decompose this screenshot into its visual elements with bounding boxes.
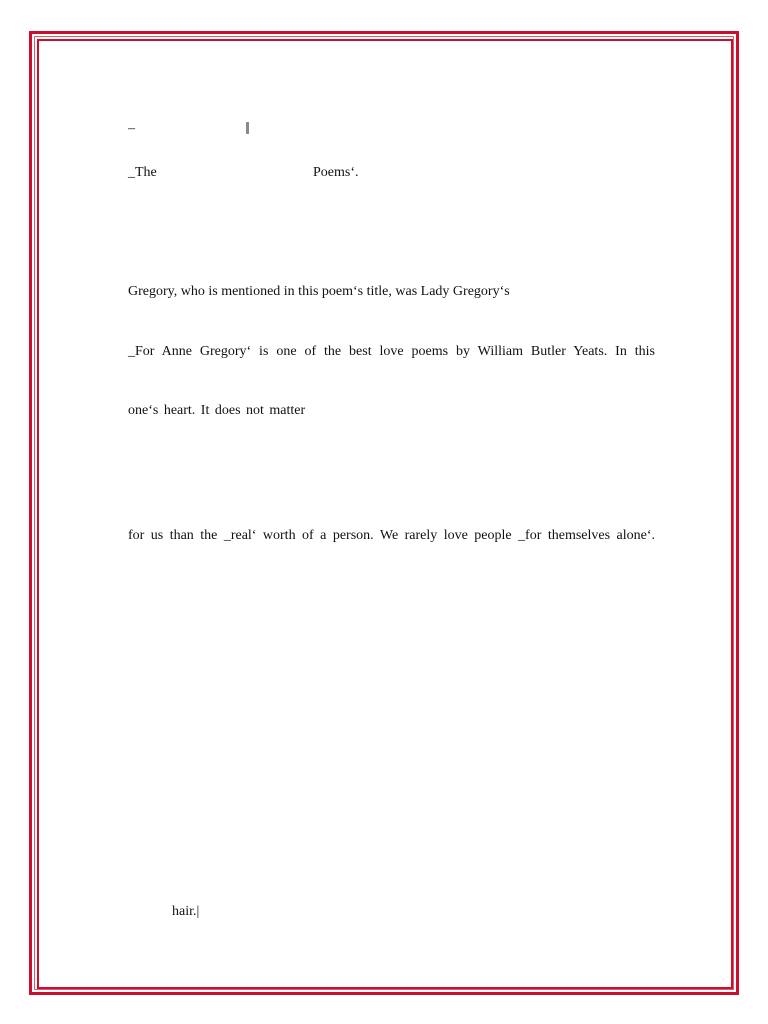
heading-fragment-right: Poems‘. [313,165,359,180]
paragraph-line-for-us: for us than the _real‘ worth of a person. We rarely love people _for themselves alone‘. [128,528,655,543]
cursor-mark [246,122,249,134]
paragraph-line-hair: hair.| [172,904,200,919]
paragraph-line-ones-heart: one‘s heart. It does not matter [128,403,306,418]
heading-fragment-left: _The [128,165,157,180]
paragraph-line-gregory: Gregory, who is mentioned in this poem‘s title, was Lady Gregory‘s [128,284,510,299]
dash-mark: – [128,121,135,136]
paragraph-line-for-anne: _For Anne Gregory‘ is one of the best love poems by William Butler Yeats. In this [128,344,655,359]
